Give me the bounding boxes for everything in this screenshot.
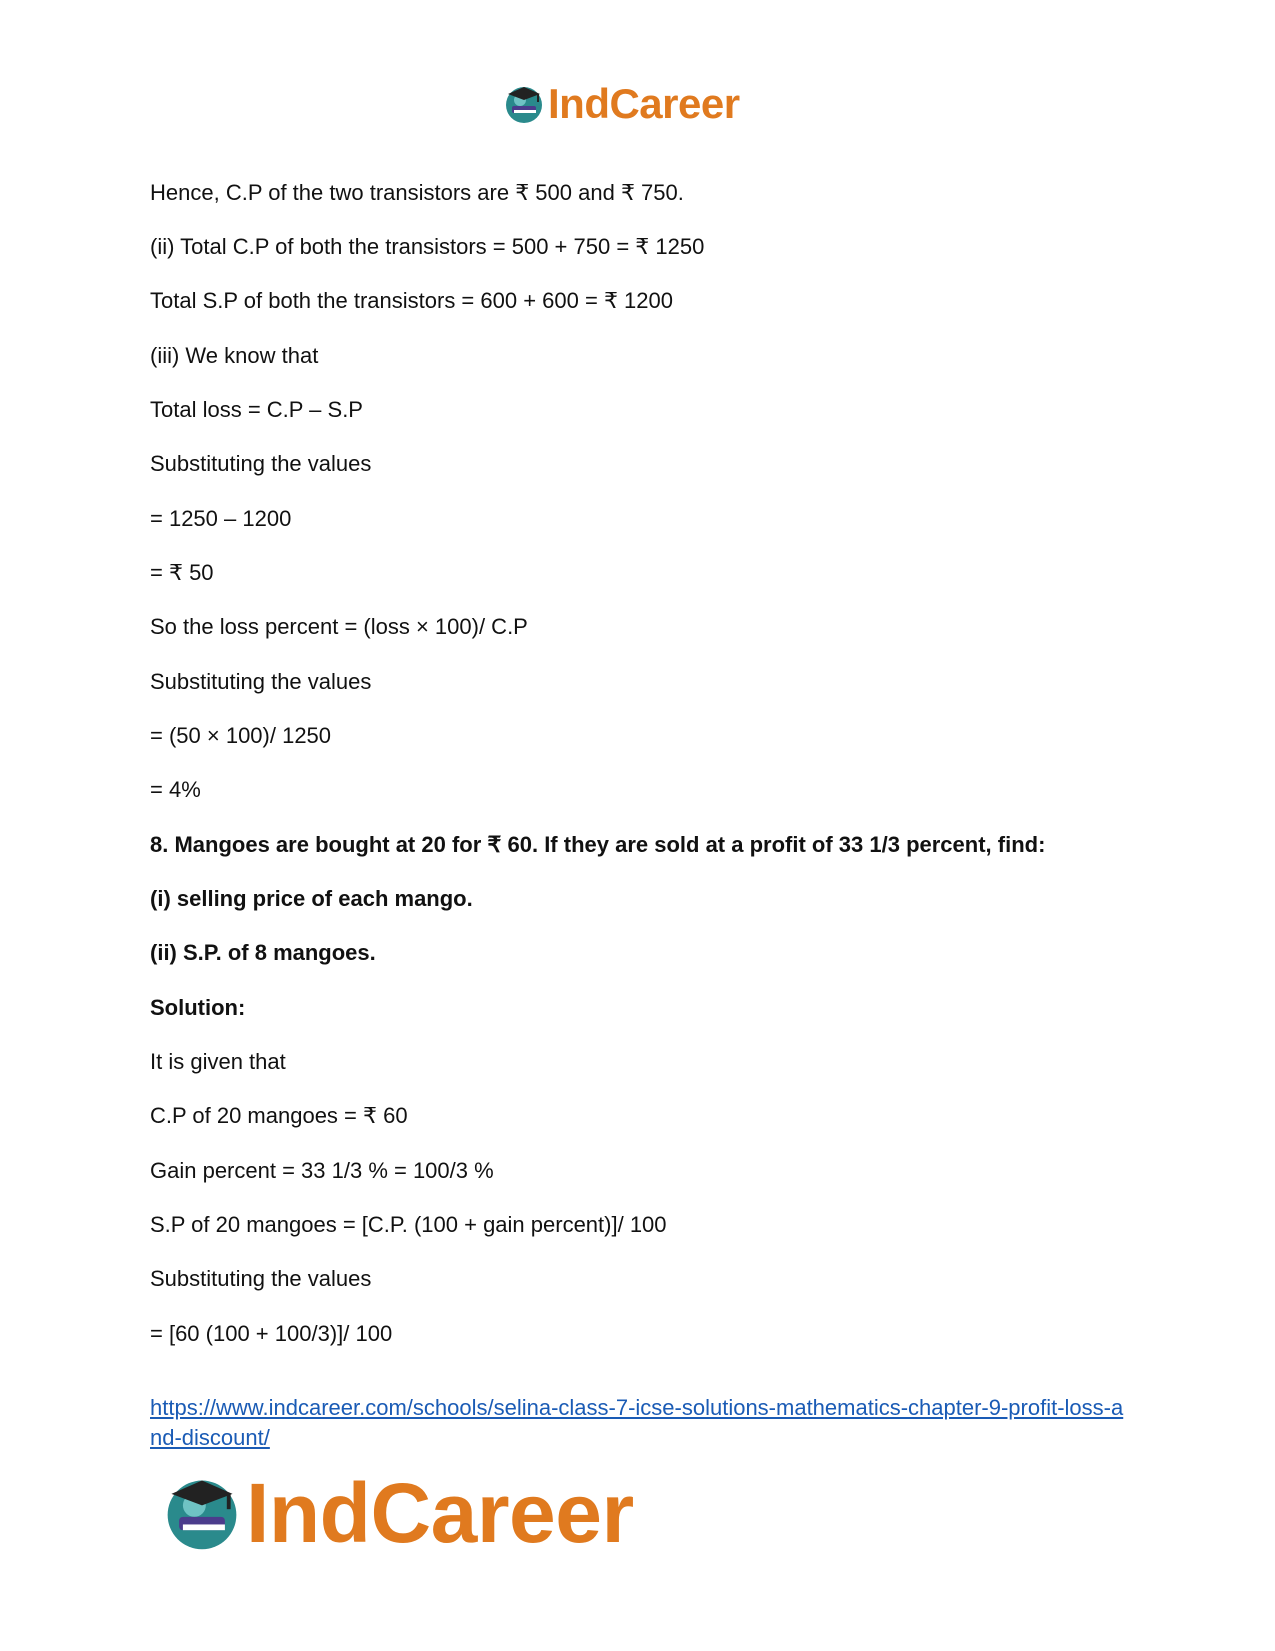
text-line: C.P of 20 mangoes = ₹ 60 (150, 1103, 408, 1128)
text-line: Substituting the values (150, 451, 372, 476)
text-line: Total loss = C.P – S.P (150, 397, 363, 422)
footer-logo-text: IndCareer (246, 1465, 634, 1560)
text-line: = 1250 – 1200 (150, 506, 292, 531)
text-line: S.P of 20 mangoes = [C.P. (100 + gain percent)]/ 100 (150, 1212, 667, 1237)
text-line: = 4% (150, 777, 201, 802)
text-line: = (50 × 100)/ 1250 (150, 723, 332, 748)
question-heading: 8. Mangoes are bought at 20 for ₹ 60. If they are sold at a profit of 33 1/3 percent, find: (150, 832, 1046, 857)
text-line: Substituting the values (150, 1266, 372, 1291)
text-line: Total S.P of both the transistors = 600 + 600 = ₹ 1200 (150, 288, 673, 313)
text-line: (ii) Total C.P of both the transistors = 500 + 750 = ₹ 1250 (150, 234, 705, 259)
text-line: = ₹ 50 (150, 560, 214, 585)
text-line: Hence, C.P of the two transistors are ₹ 500 and ₹ 750. (150, 180, 684, 205)
source-link[interactable]: https://www.indcareer.com/schools/selina-class-7-icse-solutions-mathematics-chapter-9-profit-loss-and-discount/ (150, 1395, 1124, 1450)
graduation-globe-icon (160, 1471, 244, 1555)
graduation-globe-icon (502, 82, 546, 126)
solution-heading: Solution: (150, 995, 246, 1020)
header-logo (502, 80, 740, 128)
question-part: (ii) S.P. of 8 mangoes. (150, 940, 376, 965)
text-line: (iii) We know that (150, 343, 319, 368)
text-line: It is given that (150, 1049, 286, 1074)
text-line: Gain percent = 33 1/3 % = 100/3 % (150, 1158, 494, 1183)
text-line: Substituting the values (150, 669, 372, 694)
text-line: So the loss percent = (loss × 100)/ C.P (150, 614, 528, 639)
question-part: (i) selling price of each mango. (150, 886, 473, 911)
text-line: = [60 (100 + 100/3)]/ 100 (150, 1321, 393, 1346)
footer-logo (160, 1465, 634, 1560)
header-logo-text: IndCareer (548, 80, 740, 127)
